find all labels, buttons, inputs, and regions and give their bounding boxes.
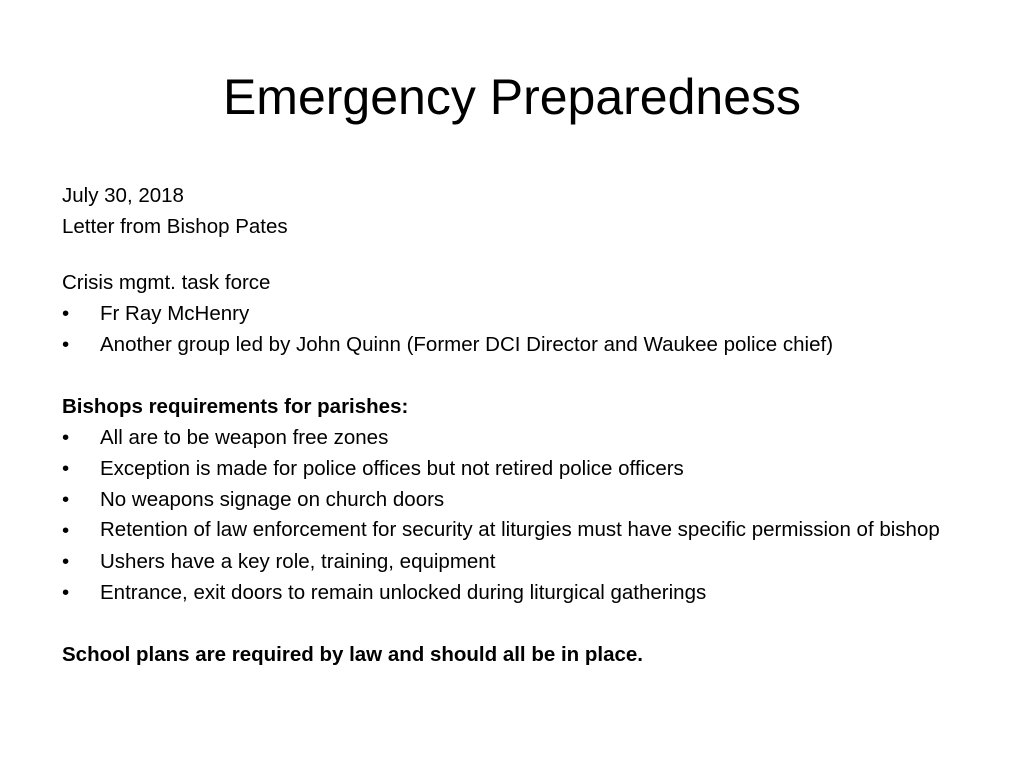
list-item-text: Retention of law enforcement for security at liturgies must have specific permission of bishop: [100, 518, 940, 541]
list-item: [62, 453, 962, 484]
letter-line: Letter from Bishop Pates: [62, 215, 288, 238]
list-item: [62, 515, 962, 546]
bullet-icon: •: [62, 302, 70, 325]
bullet-icon: •: [62, 488, 70, 511]
bullet-icon: •: [62, 333, 70, 356]
requirements-heading: Bishops requirements for parishes:: [62, 395, 409, 418]
bullet-icon: •: [62, 519, 70, 542]
list-item: [62, 298, 962, 329]
spacer: [62, 242, 962, 267]
task-force-list: [62, 298, 962, 360]
bullet-icon: •: [62, 550, 70, 573]
list-item: [62, 329, 962, 360]
list-item: [62, 577, 962, 608]
list-item-text: Another group led by John Quinn (Former DCI Director and Waukee police chief): [100, 333, 834, 356]
slide-title: Emergency Preparedness: [222, 69, 802, 125]
list-item: [62, 422, 962, 453]
spacer: [62, 360, 962, 391]
slide-body: [62, 180, 962, 670]
date-line: July 30, 2018: [62, 184, 184, 207]
list-item: [62, 546, 962, 577]
bullet-icon: •: [62, 426, 70, 449]
requirements-list: [62, 422, 962, 608]
bullet-icon: •: [62, 457, 70, 480]
list-item-text: Exception is made for police offices but not retired police officers: [100, 457, 684, 480]
task-force-heading: Crisis mgmt. task force: [62, 271, 271, 294]
list-item-text: Entrance, exit doors to remain unlocked during liturgical gatherings: [100, 581, 707, 604]
list-item-text: All are to be weapon free zones: [100, 426, 389, 449]
spacer: [62, 608, 962, 639]
bullet-icon: •: [62, 581, 70, 604]
list-item: [62, 484, 962, 515]
list-item-text: No weapons signage on church doors: [100, 488, 445, 511]
list-item-text: Ushers have a key role, training, equipment: [100, 550, 496, 573]
closing-statement: School plans are required by law and should all be in place.: [62, 643, 643, 666]
list-item-text: Fr Ray McHenry: [100, 302, 250, 325]
